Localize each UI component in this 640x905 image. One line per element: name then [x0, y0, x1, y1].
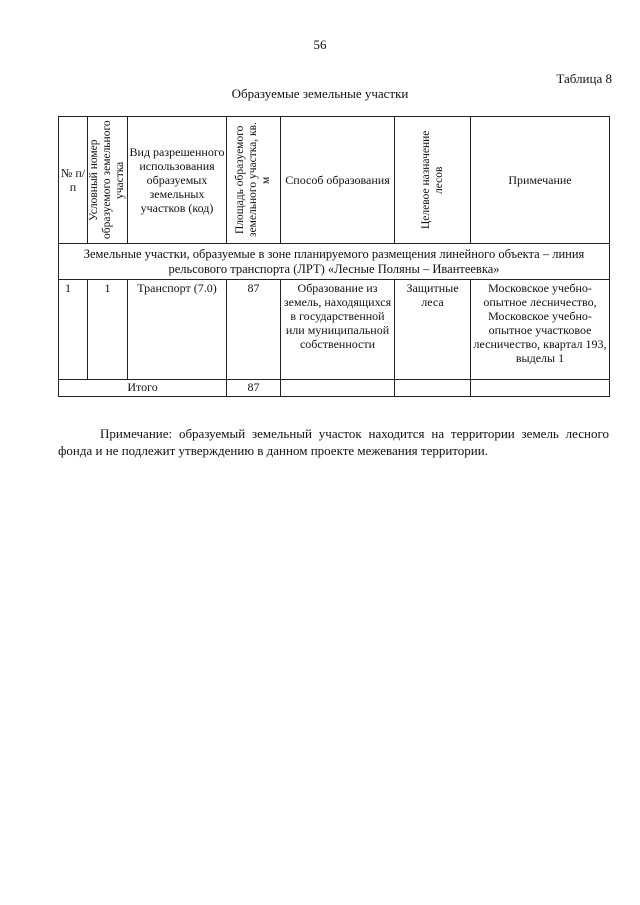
footnote: Примечание: образуемый земельный участок находится на территории земель лесного фонда и не подлежит утверждению в данном проекте межевания территории. [58, 426, 609, 458]
cell-use-type: Транспорт (7.0) [128, 280, 227, 380]
cell-purpose: Защитные леса [395, 280, 471, 380]
cell-note: Московское учебно-опытное лесничество, Московское учебно-опытное участковое лесничество, квартал 193, выделы 1 [471, 280, 610, 380]
land-plots-table [58, 116, 610, 397]
total-empty-formation [281, 380, 395, 397]
cell-num: 1 [59, 280, 88, 380]
total-label: Итого [59, 380, 227, 397]
header-note: Примечание [471, 117, 610, 244]
header-purpose: Целевое назначение лесов [395, 117, 471, 244]
table-label: Таблица 8 [556, 71, 612, 86]
table-title: Образуемые земельные участки [231, 86, 409, 101]
header-use-type: Вид разрешенного использования образуемых земельных участков (код) [128, 117, 227, 244]
header-num: № п/п [59, 117, 88, 244]
cell-formation: Образование из земель, находящихся в государственной или муниципальной собственности [281, 280, 395, 380]
page-number: 56 [313, 37, 327, 52]
total-empty-note [471, 380, 610, 397]
zone-row [59, 244, 610, 280]
table-header-row [59, 117, 610, 244]
header-cond-number: Условный номер образуемого земельного участка [88, 117, 128, 244]
total-area: 87 [227, 380, 281, 397]
total-row [59, 380, 610, 397]
cell-area: 87 [227, 280, 281, 380]
header-area: Площадь образуемого земельного участка, кв. м [227, 117, 281, 244]
cell-cond-number: 1 [88, 280, 128, 380]
table-row [59, 280, 610, 380]
total-empty-purpose [395, 380, 471, 397]
header-formation: Способ образования [281, 117, 395, 244]
zone-row-text: Земельные участки, образуемые в зоне планируемого размещения линейного объекта – линия рельсового транспорта (ЛРТ) «Лесные Поляны – Ивантеевка» [59, 244, 610, 280]
